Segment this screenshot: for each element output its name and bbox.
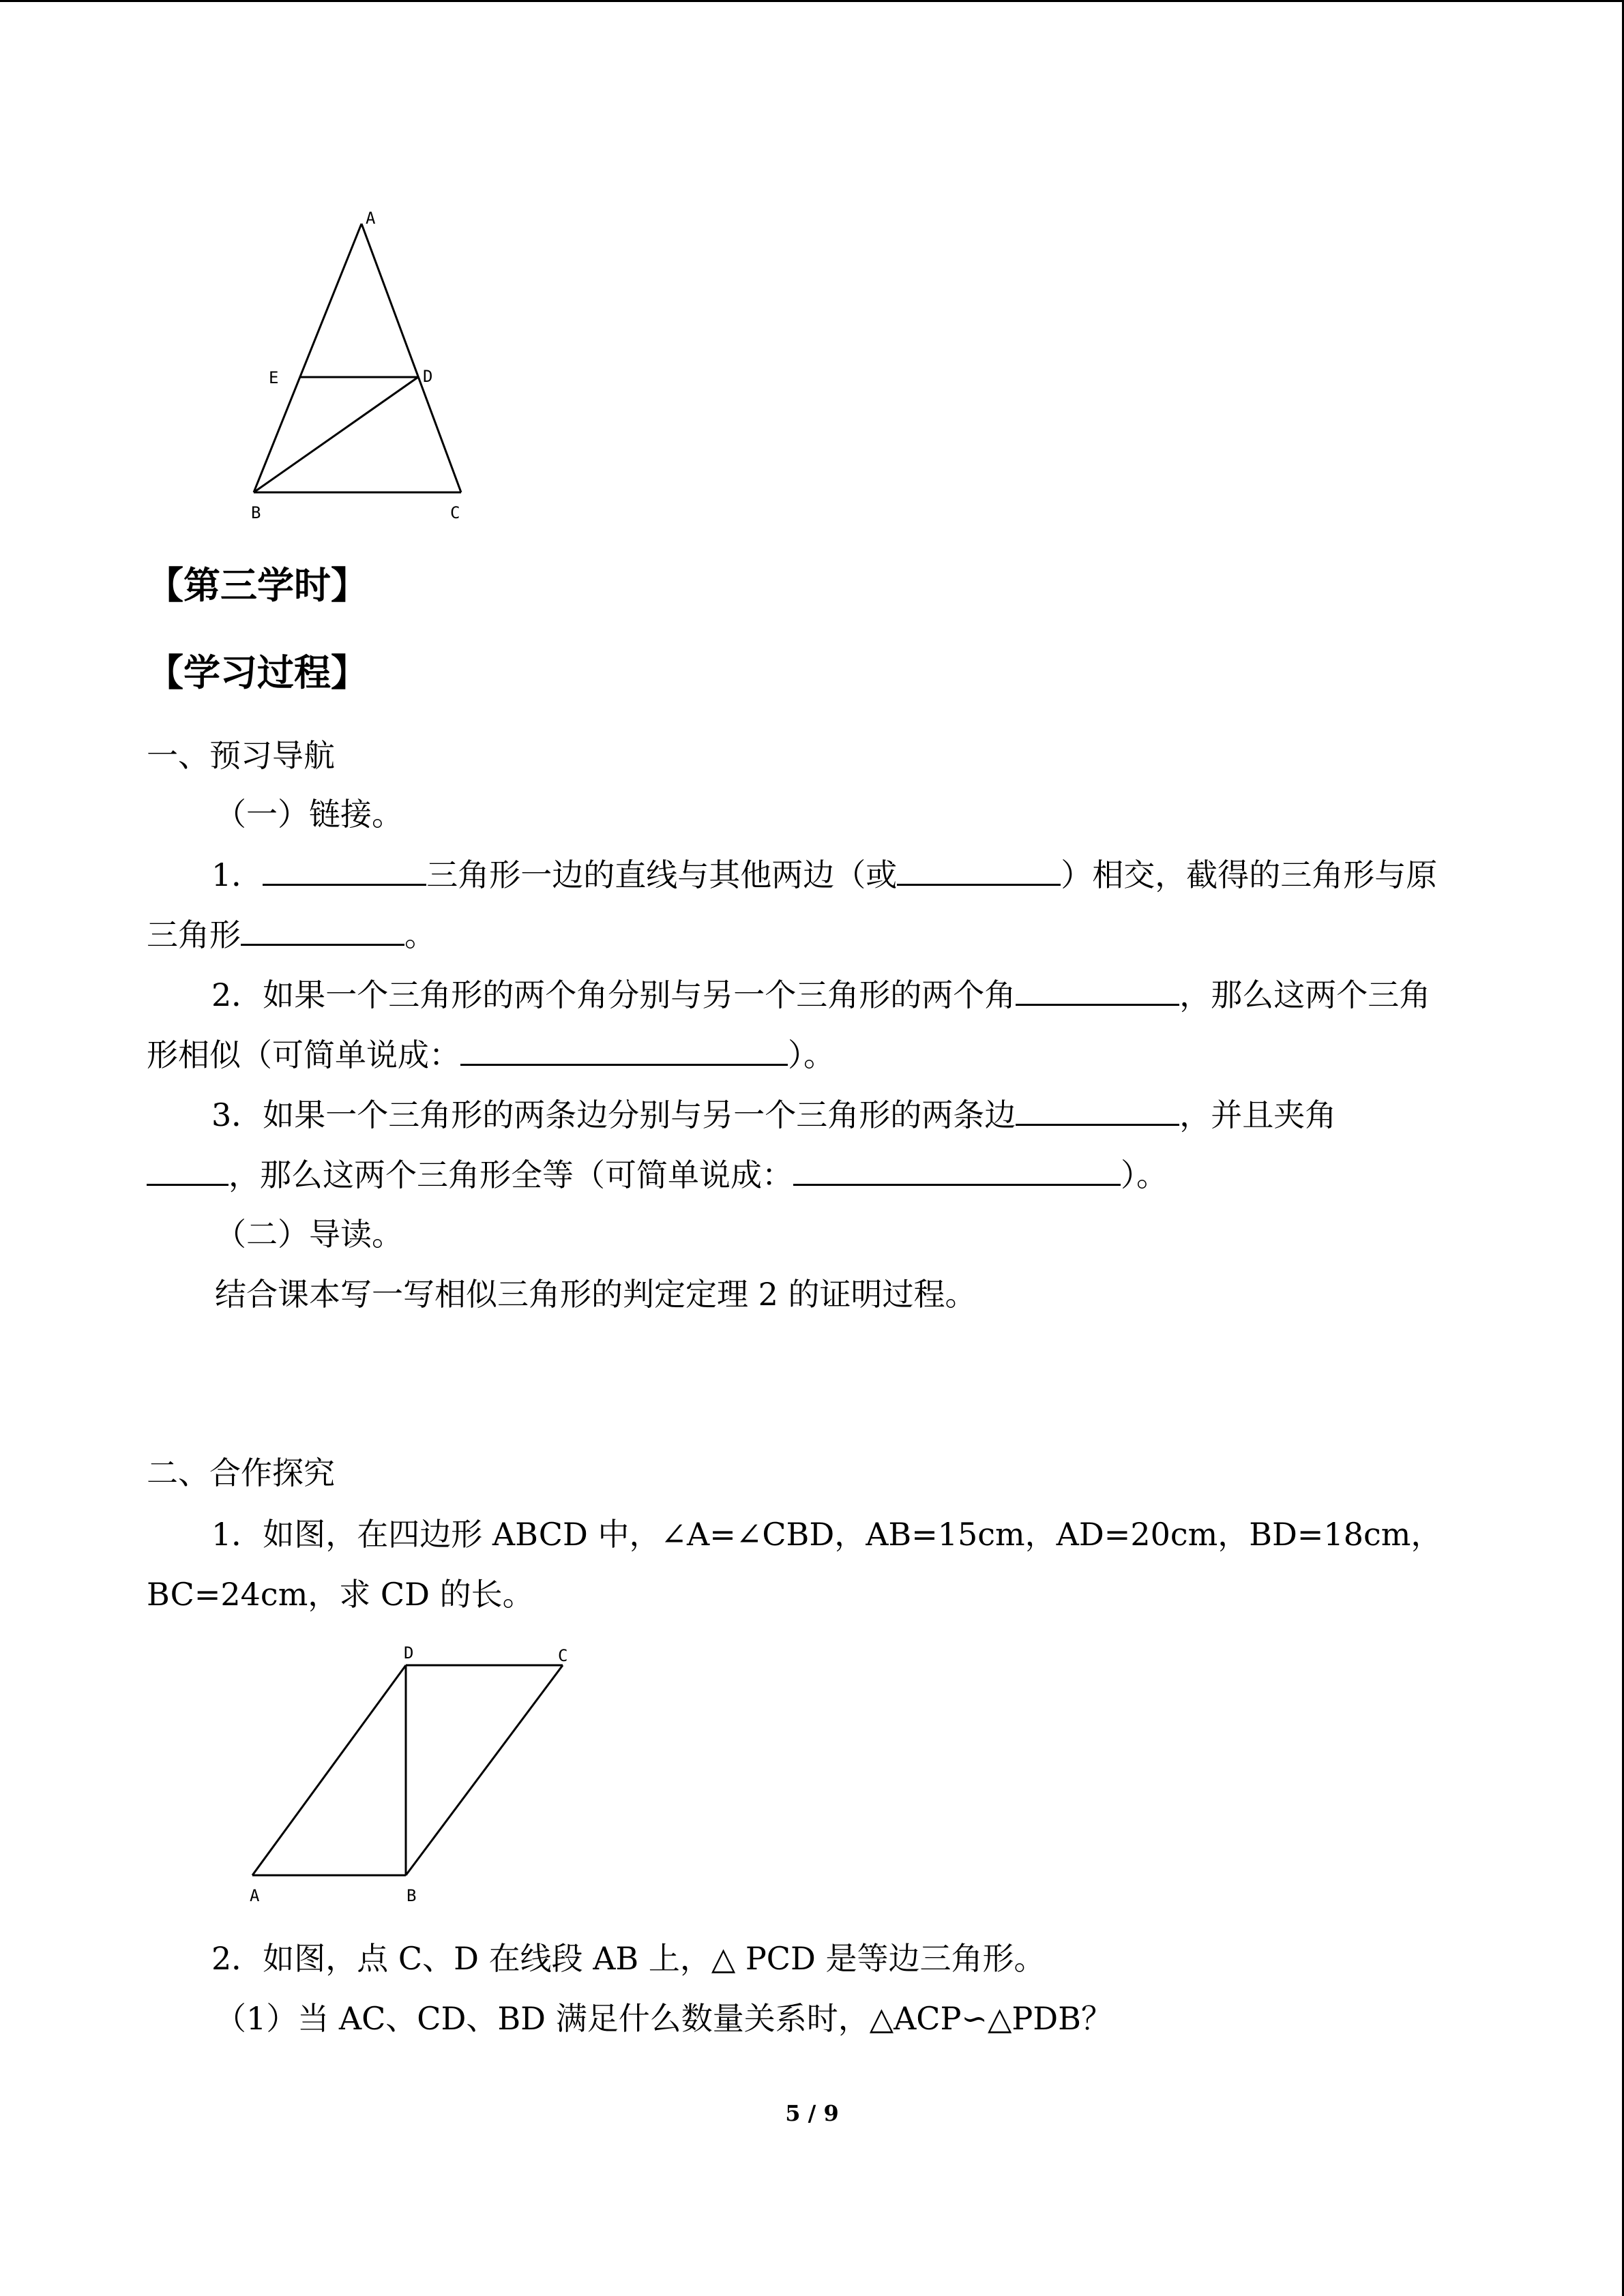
label-A: A: [250, 1886, 260, 1905]
q2-blank1[interactable]: [1016, 974, 1179, 1006]
section1-sub2: （二）导读。: [215, 1216, 403, 1253]
label-C: C: [450, 503, 460, 522]
label-C: C: [558, 1646, 568, 1665]
q2-line2: 形相似（可简单说成： ）。: [147, 1034, 835, 1075]
lesson-heading: 【第三学时】: [147, 564, 368, 607]
q1-blank2[interactable]: [897, 854, 1061, 886]
q3-blank3[interactable]: [793, 1154, 1121, 1186]
process-heading: 【学习过程】: [147, 651, 368, 694]
section1-sub1: （一）链接。: [215, 796, 403, 833]
problem2-line1: 2．如图，点 C、D 在线段 AB 上，△ PCD 是等边三角形。: [211, 1940, 1046, 1977]
q3-blank1[interactable]: [1016, 1094, 1179, 1126]
triangle-figure: [246, 205, 477, 532]
q1-line1: 1． 三角形一边的直线与其他两边（或 ）相交，截得的三角形与原: [211, 854, 1437, 895]
segment-BD: [254, 377, 418, 492]
label-B: B: [407, 1886, 417, 1905]
q1-blank3[interactable]: [241, 914, 404, 946]
q3-line1: 3．如果一个三角形的两条边分别与另一个三角形的两条边 ，并且夹角: [211, 1094, 1336, 1135]
quadrilateral-figure: [246, 1637, 580, 1923]
q3-line2: ，那么这两个三角形全等（可简单说成： ）。: [147, 1154, 1168, 1195]
segment-AB: [254, 224, 361, 492]
segment-BC: [406, 1665, 563, 1875]
label-A: A: [366, 209, 376, 228]
section2-title: 二、合作探究: [147, 1455, 335, 1491]
q2-blank2[interactable]: [460, 1034, 788, 1066]
section1-title: 一、预习导航: [147, 737, 335, 774]
q2-line1: 2．如果一个三角形的两个角分别与另一个三角形的两个角 ，那么这两个三角: [211, 974, 1430, 1015]
page-number: 5 / 9: [785, 2100, 839, 2126]
reading-instruction: 结合课本写一写相似三角形的判定定理 2 的证明过程。: [215, 1276, 977, 1313]
segment-AD: [252, 1665, 406, 1875]
q1-blank1[interactable]: [263, 854, 426, 886]
label-E: E: [269, 368, 279, 387]
segment-AC: [361, 224, 461, 492]
label-D: D: [423, 367, 433, 386]
problem1-line1: 1．如图，在四边形 ABCD 中，∠A=∠CBD，AB=15cm，AD=20cm，BD=18cm，: [211, 1516, 1443, 1553]
q3-blank2[interactable]: [147, 1154, 228, 1186]
q1-line2: 三角形 。: [147, 914, 436, 955]
problem2-line2: （1）当 AC、CD、BD 满足什么数量关系时，△ACP∽△PDB？: [215, 2000, 1112, 2037]
label-D: D: [404, 1643, 414, 1663]
problem1-line2: BC=24cm，求 CD 的长。: [147, 1576, 534, 1613]
label-B: B: [251, 503, 261, 522]
